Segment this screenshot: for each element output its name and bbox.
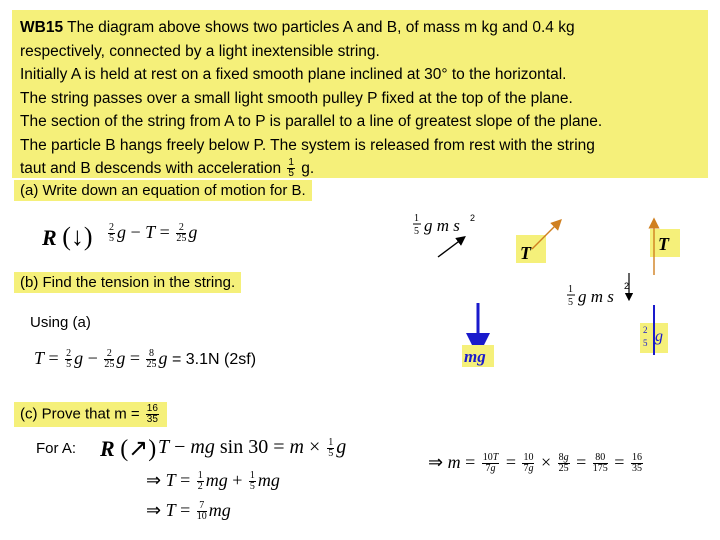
svg-text:2: 2 (470, 213, 476, 223)
part-a-equation: $\frac{2}{5}$ g − T = $\frac{2}{25}$ g (109, 222, 198, 245)
svg-text:g m s: g m s (578, 287, 614, 306)
part-c-eq3: ⇒ T = $\frac{7}{10}$ mg (146, 500, 231, 523)
part-b-label: (b) Find the tension in the string. (14, 272, 241, 293)
svg-text:5: 5 (643, 338, 648, 348)
question-line-1: WB15 The diagram above shows two particles A and B, of mass m kg and 0.4 kg (20, 19, 575, 36)
question-box (12, 10, 708, 178)
question-line-3: Initially A is held at rest on a fixed smooth plane inclined at 30° to the horizontal. (20, 66, 567, 83)
tension-label-b: T (658, 234, 669, 254)
svg-text:2: 2 (624, 281, 630, 291)
part-c-final: ⇒ m = $\frac{10T}{7g}$ = $\frac{10}{7g}$ × $\frac{8g}{25}$ = $\frac{80}{175}$ = $\frac{16}{35}$ (428, 452, 642, 475)
weight-label: mg (464, 347, 486, 366)
svg-text:5: 5 (568, 297, 573, 308)
part-b-using: Using (a) (30, 314, 91, 331)
part-c-R: R (↗) (100, 436, 157, 462)
accel-label-a (413, 213, 475, 237)
question-line-2: respectively, connected by a light inextensible string. (20, 42, 380, 60)
svg-text:2: 2 (643, 325, 648, 335)
part-c-eq2: ⇒ T = $\frac{1}{2}$ mg + $\frac{1}{5}$ mg (146, 470, 280, 493)
accel-label-b (567, 281, 629, 308)
part-a-label: (a) Write down an equation of motion for B. (14, 180, 312, 201)
tension-label-a: T (520, 243, 531, 263)
part-c-eq1: T − mg sin 30 = m × $\frac{1}{5}$ g (158, 436, 347, 459)
part-a-R: R (↓) (42, 222, 93, 251)
accel-fraction: $\frac{1}{5}$ (288, 157, 294, 180)
question-line-5: The section of the string from A to P is parallel to a line of greatest slope of the plane. (20, 113, 603, 130)
question-line-7: taut and B descends with acceleration $\frac{1}{5}$ g. (20, 157, 315, 180)
svg-text:g m s: g m s (424, 216, 460, 235)
g-label: g (655, 328, 663, 345)
question-line-4: The string passes over a small light smooth pulley P fixed at the top of the plane. (20, 89, 573, 107)
part-c-for-a: For A: (36, 440, 77, 457)
svg-text:1: 1 (414, 213, 419, 224)
force-diagram (400, 205, 710, 375)
question-line-6: The particle B hangs freely below P. The system is released from rest with the string (20, 136, 595, 154)
question-code: WB15 (20, 19, 64, 36)
accel-arrow-a (438, 239, 462, 257)
part-c-label: (c) Prove that m = $\frac{16}{35}$ (14, 402, 167, 427)
part-b-equation: T = $\frac{2}{5}$ g − $\frac{2}{25}$ g = $\frac{8}{25}$ g = 3.1N (2sf) (34, 348, 257, 371)
svg-text:5: 5 (414, 226, 419, 237)
svg-text:1: 1 (568, 284, 573, 295)
